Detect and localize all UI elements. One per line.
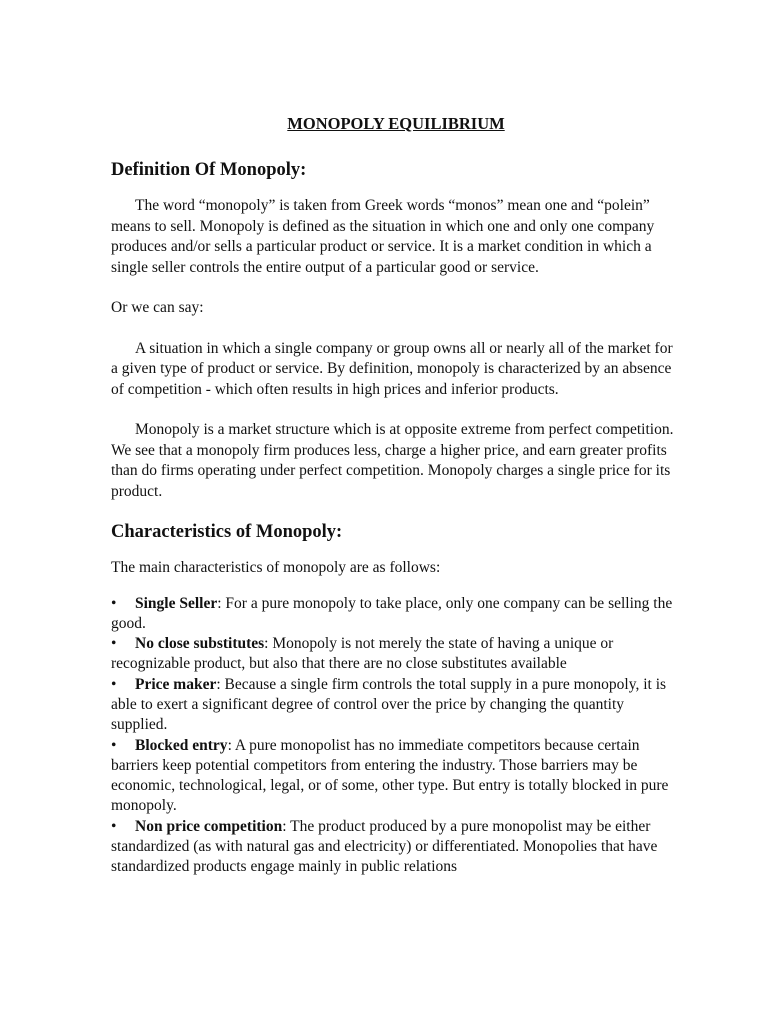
- bullet-icon: •: [111, 594, 117, 612]
- bullet-icon: •: [111, 736, 117, 754]
- bullet-icon: •: [111, 817, 117, 835]
- definition-heading: Definition Of Monopoly:: [111, 160, 307, 180]
- definition-paragraph-1: The word “monopoly” is taken from Greek words “monos” mean one and “polein” means to sell. Monopoly is defined as the situation in which one and only one company produces and/or sells a particular product or service. It is a market condition in which a single seller controls the entire output of a particular good or service.: [111, 197, 655, 276]
- document-page: [111, 112, 681, 878]
- list-item: [111, 634, 681, 675]
- list-item: [111, 675, 681, 736]
- bullet-icon: •: [111, 635, 117, 653]
- list-item: [111, 736, 681, 817]
- characteristic-text: : The product produced by a pure monopolist may be either standardized (as with natural gas and electricity) or differentiated. Monopolies that have standardized products engage mainly in public relations: [111, 817, 658, 876]
- characteristics-heading: Characteristics of Monopoly:: [111, 522, 343, 542]
- list-item: [111, 594, 681, 635]
- list-item: [111, 817, 681, 878]
- spacer: [111, 579, 681, 594]
- characteristic-term: No close substitutes: [135, 635, 265, 653]
- characteristic-text: : A pure monopolist has no immediate competitors because certain barriers keep potential competitors from entering the industry. Those barriers may be economic, technological, legal, or of some, other type. But entry is totally blocked in pure monopoly.: [111, 736, 669, 815]
- characteristic-text: : Because a single firm controls the total supply in a pure monopoly, it is able to exert a significant degree of control over the price by changing the quantity supplied.: [111, 675, 667, 734]
- characteristics-intro: The main characteristics of monopoly are as follows:: [111, 559, 441, 576]
- characteristic-term: Non price competition: [135, 817, 283, 835]
- spacer: [111, 319, 681, 339]
- characteristic-term: Price maker: [135, 675, 217, 693]
- definition-paragraph-3: Monopoly is a market structure which is at opposite extreme from perfect competition. We see that a monopoly firm produces less, charge a higher price, and earn greater profits than do firms operating under perfect competition. Monopoly charges a single price for its product.: [111, 421, 674, 500]
- bullet-icon: •: [111, 675, 117, 693]
- spacer: [111, 502, 681, 520]
- characteristic-term: Single Seller: [135, 594, 218, 612]
- definition-paragraph-2: A situation in which a single company or group owns all or nearly all of the market for a given type of product or service. By definition, monopoly is characterized by an absence of competition - which often results in high prices and inferior products.: [111, 339, 673, 398]
- characteristic-text: : Monopoly is not merely the state of having a unique or recognizable product, but also that there are no close substitutes available: [111, 635, 614, 673]
- characteristic-text: : For a pure monopoly to take place, only one company can be selling the good.: [111, 594, 673, 632]
- spacer: [111, 400, 681, 420]
- characteristics-list: [111, 594, 681, 878]
- spacer: [111, 278, 681, 298]
- document-title: MONOPOLY EQUILIBRIUM: [287, 114, 505, 133]
- characteristic-term: Blocked entry: [135, 736, 228, 754]
- or-we-can-say-text: Or we can say:: [111, 299, 204, 316]
